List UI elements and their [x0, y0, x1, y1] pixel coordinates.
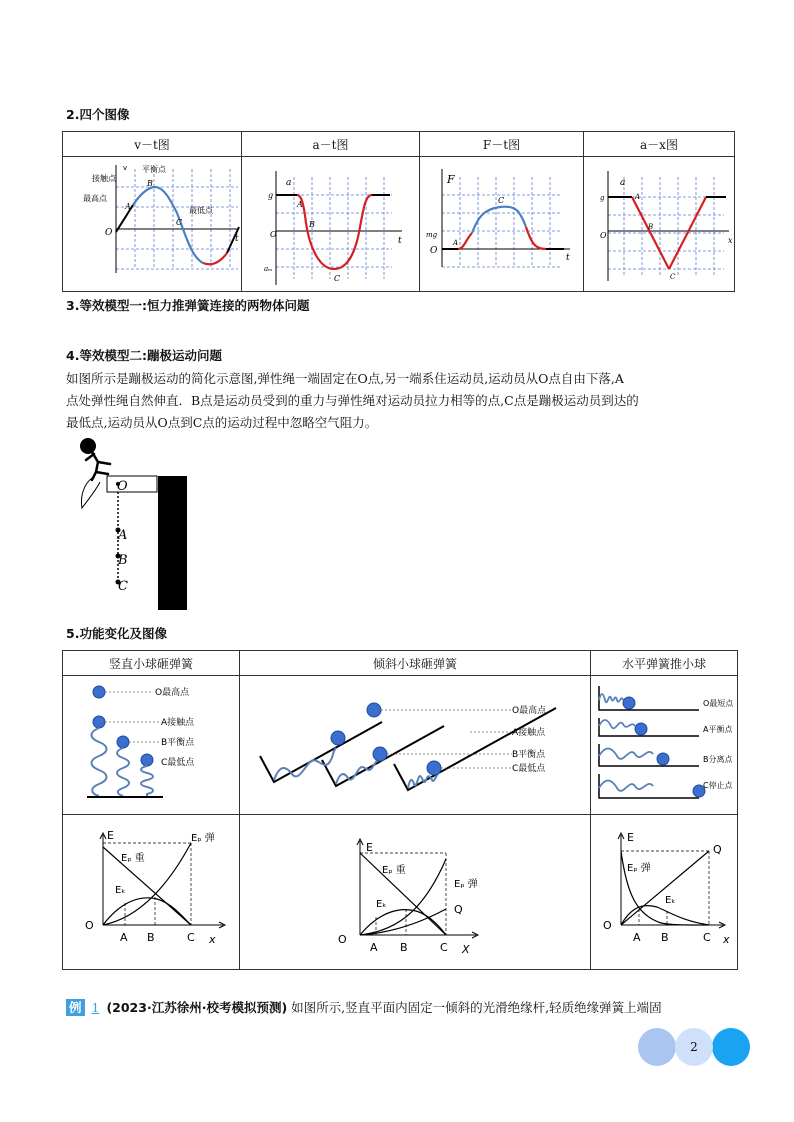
horiz-label-C: C停止点	[703, 781, 733, 790]
para-line-3: 最低点,运动员从O点到C点的运动过程中忽略空气阻力。	[66, 415, 378, 430]
ax-g: g	[600, 194, 605, 202]
example-source: (2023·江苏徐州·校考模拟预测)	[106, 1000, 288, 1015]
rope-loop	[81, 478, 100, 508]
vt-origin: O	[105, 228, 113, 238]
incline-label-B: B平衡点	[512, 750, 546, 760]
example-line	[66, 998, 662, 1016]
vertical-diagram-cell	[63, 676, 240, 815]
vt-balance: 平衡点	[142, 165, 166, 174]
g1-EK: Eₖ	[115, 885, 126, 896]
horiz-label-A: A平衡点	[703, 725, 733, 734]
example-tag: 例	[66, 999, 85, 1016]
ax-C: C	[670, 273, 676, 281]
g3-EP-spring: Eₚ 弹	[627, 863, 651, 874]
bungee-C: C	[118, 579, 128, 594]
g3-E: E	[627, 831, 634, 844]
ft-graph-cell	[420, 157, 584, 292]
g2-EP-spring: Eₚ 弹	[454, 879, 478, 890]
ft-x-label: t	[566, 253, 570, 263]
energy-graph2-cell	[240, 815, 591, 970]
ft-C: C	[498, 196, 505, 205]
horizontal-diagram-cell	[591, 676, 738, 815]
g2-X: X	[462, 943, 470, 956]
horiz-label-B: B分离点	[703, 755, 733, 764]
section4-title: 4.等效模型二:蹦极运动问题	[66, 348, 222, 363]
energy-graph3-cell	[591, 815, 738, 970]
g1-O: O	[85, 919, 94, 932]
energy-graph-2	[240, 815, 590, 965]
g2-B: B	[400, 941, 408, 954]
g2-E: E	[366, 841, 373, 854]
section5-title: 5.功能变化及图像	[66, 626, 167, 641]
at-origin: O	[270, 230, 277, 239]
g3-B: B	[661, 931, 669, 944]
ft-graph	[420, 157, 583, 287]
header-vertical: 竖直小球砸弹簧	[63, 651, 240, 676]
header-at: a－t图	[242, 132, 420, 157]
g2-C: C	[440, 941, 448, 954]
section4-paragraph	[66, 368, 738, 434]
g1-A: A	[120, 931, 128, 944]
horiz-label-O: O最短点	[703, 699, 734, 708]
vert-label-A: A接触点	[161, 718, 195, 728]
at-graph	[242, 157, 419, 287]
jumper-figure	[86, 452, 110, 480]
at-C: C	[334, 274, 341, 283]
g2-O: O	[338, 933, 347, 946]
incline-label-C: C最低点	[512, 764, 546, 774]
g1-B: B	[147, 931, 155, 944]
header-vt: v－t图	[63, 132, 242, 157]
ax-graph-cell	[584, 157, 735, 292]
cliff	[158, 476, 187, 610]
section3-title: 3.等效模型一:恒力推弹簧连接的两物体问题	[66, 298, 310, 313]
ax-x-label: x	[728, 236, 733, 245]
g1-x: x	[209, 933, 216, 946]
section2-title: 2.四个图像	[66, 107, 130, 122]
ax-graph	[584, 157, 734, 287]
incline-label-A: A接触点	[512, 728, 546, 738]
at-x-label: t	[398, 236, 402, 246]
g1-E: E	[107, 829, 114, 842]
header-ax: a－x图	[584, 132, 735, 157]
g3-A: A	[633, 931, 641, 944]
ax-A: A	[635, 193, 641, 201]
header-incline: 倾斜小球砸弹簧	[240, 651, 591, 676]
vertical-diagram	[63, 676, 239, 810]
incline-diagram	[240, 676, 590, 810]
g3-C: C	[703, 931, 711, 944]
vt-x-label: t	[235, 234, 239, 244]
at-A: A	[297, 200, 303, 209]
energy-graph1-cell	[63, 815, 240, 970]
ft-y-label: F	[447, 173, 455, 186]
vt-top: 最高点	[83, 194, 107, 203]
header-horizontal: 水平弹簧推小球	[591, 651, 738, 676]
horizontal-diagram	[591, 676, 737, 810]
g2-Q: Q	[454, 903, 463, 916]
platform	[107, 476, 157, 492]
g3-O: O	[603, 919, 612, 932]
example-text: 如图所示,竖直平面内固定一倾斜的光滑绝缘杆,轻质绝缘弹簧上端固	[291, 1000, 662, 1015]
vt-lowest: 最低点	[189, 206, 213, 215]
ax-y-label: a	[620, 178, 626, 188]
para-line-1: 如图所示是蹦极运动的简化示意图,弹性绳一端固定在O点,另一端系住运动员,运动员从O点自由下落,A	[66, 371, 624, 386]
bungee-O: O	[117, 479, 128, 494]
ax-B: B	[648, 223, 654, 231]
at-am: aₘ	[264, 265, 273, 273]
vt-B: B	[147, 179, 153, 188]
at-graph-cell	[242, 157, 420, 292]
vert-label-O: O最高点	[155, 688, 190, 698]
ft-A: A	[453, 239, 459, 247]
g2-EP-gravity: Eₚ 重	[382, 865, 406, 876]
g1-C: C	[187, 931, 195, 944]
vert-label-B: B平衡点	[161, 738, 195, 748]
g2-EK: Eₖ	[376, 899, 387, 910]
ax-origin: O	[600, 231, 607, 240]
g1-EP-gravity: Eₚ 重	[121, 853, 145, 864]
vt-A: A	[125, 202, 131, 211]
vt-graph	[63, 157, 241, 287]
g2-A: A	[370, 941, 378, 954]
bungee-diagram	[70, 432, 200, 614]
vt-graph-cell	[63, 157, 242, 292]
energy-graph-1	[63, 815, 239, 965]
g3-Q: Q	[713, 843, 722, 856]
bungee-B: B	[118, 553, 128, 568]
incline-diagram-cell	[240, 676, 591, 815]
g3-x: x	[723, 933, 730, 946]
vt-y-label: v	[123, 164, 128, 172]
para-line-2: 点处弹性绳自然伸直．B点是运动员受到的重力与弹性绳对运动员拉力相等的点,C点是蹦极运动员到达的	[66, 393, 639, 408]
jumper-head	[80, 438, 96, 454]
g3-EK: Eₖ	[665, 895, 676, 906]
energy-graph-3	[591, 815, 737, 965]
ft-mg: mg	[426, 231, 438, 239]
page-number: 2	[675, 1028, 713, 1066]
energy-table	[62, 650, 738, 970]
page-badge	[638, 1028, 750, 1066]
at-g: g	[268, 191, 274, 200]
bungee-A: A	[118, 528, 128, 543]
incline-label-O: O最高点	[512, 706, 547, 716]
vert-label-C: C最低点	[161, 758, 195, 768]
vt-C: C	[176, 218, 183, 227]
ft-origin: O	[430, 246, 438, 256]
at-y-label: a	[286, 178, 292, 188]
vt-contact: 接触点	[92, 174, 116, 183]
header-ft: F－t图	[420, 132, 584, 157]
example-number: 1	[91, 1000, 100, 1015]
at-B: B	[309, 220, 315, 229]
g1-EP-spring: Eₚ 弹	[191, 833, 215, 844]
four-graphs-table	[62, 131, 735, 292]
